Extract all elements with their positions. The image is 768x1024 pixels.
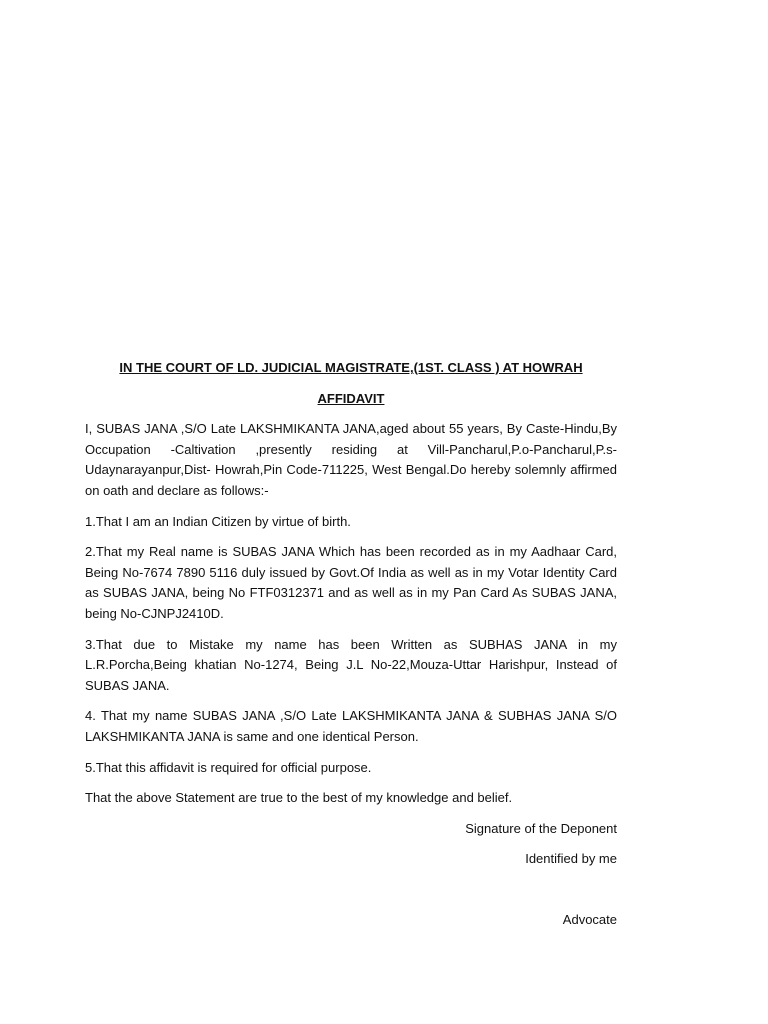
intro-paragraph: I, SUBAS JANA ,S/O Late LAKSHMIKANTA JANA,aged about 55 years, By Caste-Hindu,By Occupation -Caltivation ,presently residing at Vill-Pancharul,P.o-Pancharul,P.s-Udaynarayanpur,Dist- Howrah,Pin Code-711225, West Bengal.Do hereby solemnly affirmed on oath and declare as follows:- bbox=[85, 421, 617, 498]
spacer bbox=[85, 880, 617, 910]
advocate-label: Advocate bbox=[562, 911, 617, 927]
point-3: 3.That due to Mistake my name has been Written as SUBHAS JANA in my L.R.Porcha,Being khatian No-1274, Being J.L No-22,Mouza-Uttar Harishpur, Instead of SUBAS JANA. bbox=[85, 636, 617, 693]
point-4: 4. That my name SUBAS JANA ,S/O Late LAKSHMIKANTA JANA & SUBHAS JANA S/O LAKSHMIKANTA JANA is same and one identical Person. bbox=[85, 708, 617, 744]
court-heading: IN THE COURT OF LD. JUDICIAL MAGISTRATE,(1ST. CLASS ) AT HOWRAH bbox=[119, 360, 583, 375]
point-2: 2.That my Real name is SUBAS JANA Which has been recorded as in my Aadhaar Card, Being No-7674 7890 5116 duly issued by Govt.Of India as well as in my Votar Identity Card as SUBAS JANA, being No FTF0312371 and as well as in my Pan Card As SUBAS JANA, being No-CJNPJ2410D. bbox=[85, 544, 617, 621]
point-5: 5.That this affidavit is required for official purpose. bbox=[85, 759, 372, 775]
point-1: 1.That I am an Indian Citizen by virtue of birth. bbox=[85, 513, 351, 529]
identified-label: Identified by me bbox=[525, 851, 617, 867]
affidavit-title: AFFIDAVIT bbox=[317, 390, 385, 406]
affidavit-body bbox=[85, 358, 617, 940]
signature-label: Signature of the Deponent bbox=[465, 820, 617, 836]
verification-statement: That the above Statement are true to the best of my knowledge and belief. bbox=[85, 790, 513, 806]
